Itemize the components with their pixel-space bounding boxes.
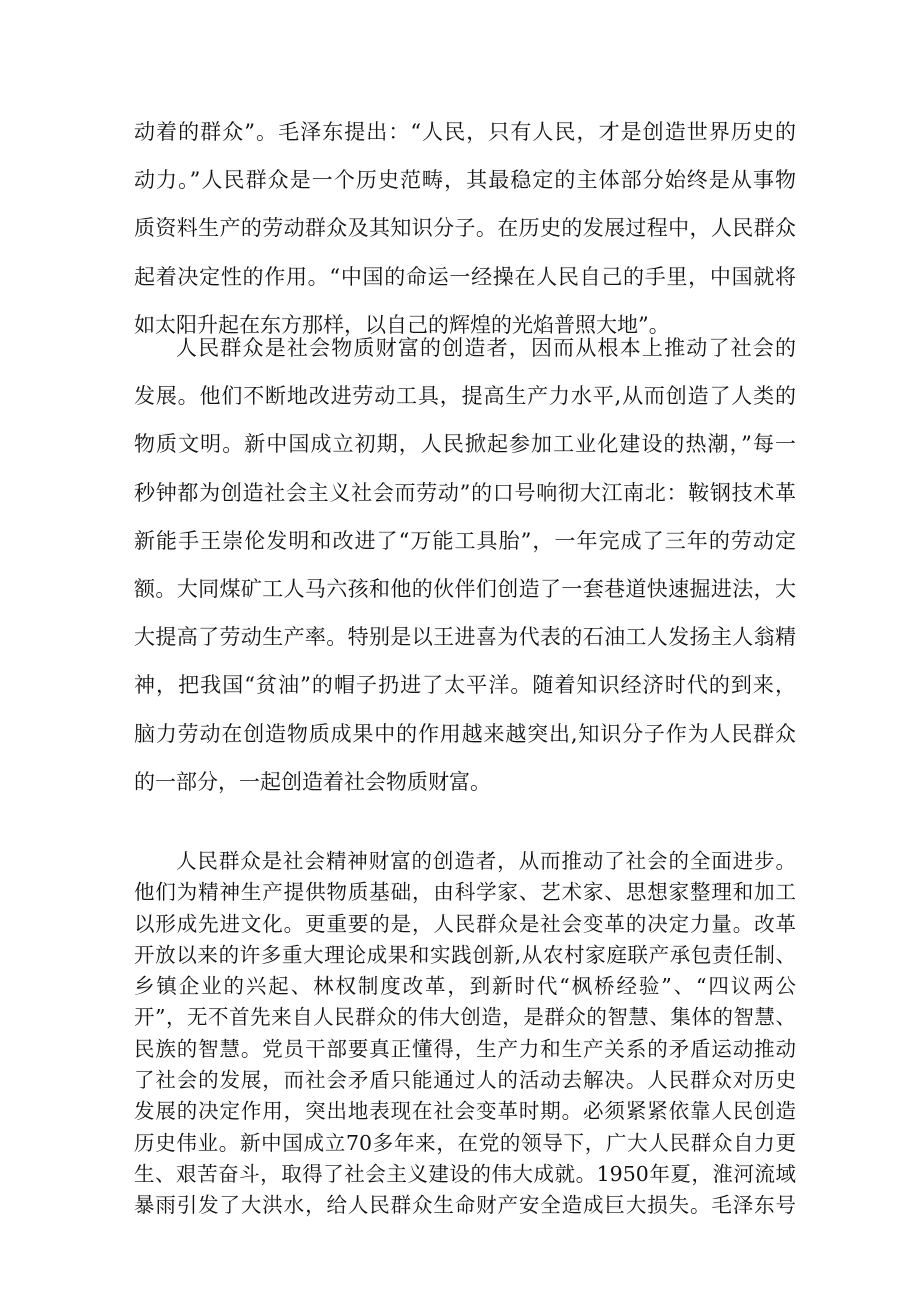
text-line: 以形成先进文化。更重要的是，人民群众是社会变革的决定力量。改革 (134, 911, 796, 936)
text-line-indented: 人民群众是社会精神财富的创造者，从而推动了社会的全面进步。 (176, 849, 796, 873)
text-line: 额。大同煤矿工人马六孩和他的伙伴们创造了一套巷道快速掘进法，大 (134, 576, 796, 601)
text-line: 暴雨引发了大洪水，给人民群众生命财产安全造成巨大损失。毛泽东号 (134, 1193, 796, 1218)
text-line: 如太阳升起在东方那样，以自己的辉煌的光焰普照大地”。 (134, 312, 670, 337)
text-line: 乡镇企业的兴起、林权制度改革，到新时代“枫桥经验”、“四议两公 (134, 974, 796, 999)
text-line: 了社会的发展，而社会矛盾只能通过人的活动去解决。人民群众对历史 (134, 1068, 796, 1093)
text-line: 动力。”人民群众是一个历史范畴，其最稳定的主体部分始终是从事物 (134, 168, 796, 193)
text-line: 开放以来的许多重大理论成果和实践创新,从农村家庭联产承包责任制、 (134, 942, 796, 967)
paragraph-3 (134, 846, 796, 1222)
text-line: 神，把我国“贫油”的帽子扔进了太平洋。随着知识经济时代的到来， (134, 673, 796, 698)
text-line: 发展。他们不断地改进劳动工具，提高生产力水平,从而创造了人类的 (134, 384, 796, 409)
text-line: 质资料生产的劳动群众及其知识分子。在历史的发展过程中，人民群众 (134, 216, 796, 241)
text-line: 他们为精神生产提供物质基础，由科学家、艺术家、思想家整理和加工 (134, 880, 796, 905)
text-line: 物质文明。新中国成立初期，人民掀起参加工业化建设的热潮，”每一 (134, 432, 796, 457)
text-line: 秒钟都为创造社会主义社会而劳动”的口号响彻大江南北：鞍钢技术革 (134, 480, 796, 505)
text-line: 发展的决定作用，突出地表现在社会变革时期。必须紧紧依靠人民创造 (134, 1099, 796, 1124)
text-line: 开”，无不首先来自人民群众的伟大创造，是群众的智慧、集体的智慧、 (134, 1005, 796, 1030)
text-line: 大提高了劳动生产率。特别是以王进喜为代表的石油工人发扬主人翁精 (134, 625, 796, 650)
text-line: 历史伟业。新中国成立70多年来，在党的领导下，广大人民群众自力更 (134, 1130, 796, 1155)
text-line: 新能手王崇伦发明和改进了“万能工具胎”，一年完成了三年的劳动定 (134, 528, 796, 553)
text-line: 脑力劳动在创造物质成果中的作用越来越突出,知识分子作为人民群众 (134, 721, 796, 746)
paragraph-2 (134, 324, 796, 806)
text-line: 起着决定性的作用。“中国的命运一经操在人民自己的手里，中国就将 (134, 264, 796, 289)
paragraph-1 (134, 108, 796, 349)
text-line-indented: 人民群众是社会物质财富的创造者，因而从根本上推动了社会的 (176, 336, 796, 360)
text-line: 生、艰苦奋斗，取得了社会主义建设的伟大成就。1950年夏，淮河流域 (134, 1161, 796, 1186)
text-line: 的一部分，一起创造着社会物质财富。 (134, 769, 491, 794)
text-line: 动着的群众”。毛泽东提出：“人民，只有人民，才是创造世界历史的 (134, 120, 796, 144)
text-line: 民族的智慧。党员干部要真正懂得，生产力和生产关系的矛盾运动推动 (134, 1036, 796, 1061)
